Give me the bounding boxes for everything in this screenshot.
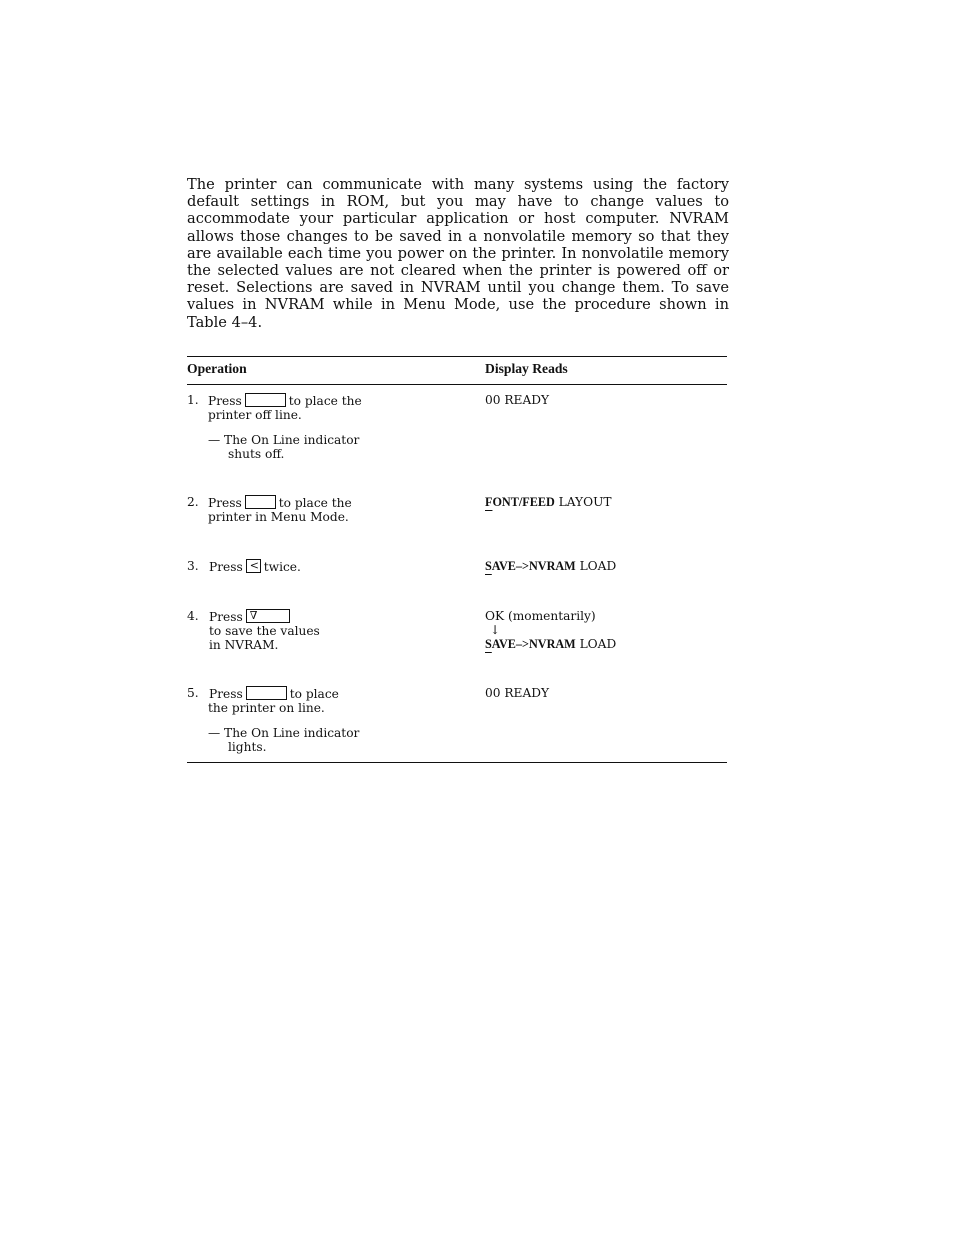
- online-key-icon: [245, 393, 286, 407]
- step-text: to place: [289, 687, 339, 701]
- step-note: — The On Line indicator lights.: [208, 726, 360, 754]
- online-key-icon: [246, 686, 287, 700]
- step-note: — The On Line indicator shuts off.: [208, 433, 360, 461]
- table-top-rule: [187, 356, 727, 357]
- display-reads: SAVE–>NVRAM LOAD: [485, 559, 617, 573]
- table-header-rule: [187, 384, 727, 385]
- display-reads: 00 READY: [485, 686, 550, 700]
- down-arrow-icon: ↓: [490, 623, 501, 637]
- left-key-icon: <: [246, 559, 261, 573]
- step-text: to place the: [278, 496, 352, 510]
- step-press: Press: [208, 496, 242, 510]
- step-press: Press: [209, 560, 243, 574]
- display-reads: FONT/FEED LAYOUT: [485, 495, 612, 509]
- step-text: printer in Menu Mode.: [208, 510, 349, 524]
- step-press: Press: [209, 687, 243, 701]
- step-text: in NVRAM.: [209, 638, 279, 652]
- step-number: 5.: [187, 686, 199, 700]
- step-number: 1.: [187, 393, 199, 407]
- step-number: 2.: [187, 495, 199, 509]
- table-bottom-rule: [187, 762, 727, 763]
- step-number: 4.: [187, 609, 199, 623]
- display-reads: OK (momentarily) ↓ SAVE–>NVRAM LOAD: [485, 609, 725, 651]
- intro-paragraph: The printer can communicate with many systems using the factory default settings in ROM, but you may have to change values to accommodate your particular application or host computer. NVRAM allows those changes to be saved in a nonvolatile memory so that they are available each time you power on the printer. In nonvolatile memory the selected values are not cleared when the printer is powered off or reset. Selections are saved in NVRAM until you change them. To save values in NVRAM while in Menu Mode, use the procedure shown in Table 4–4.: [187, 176, 729, 331]
- display-reads: 00 READY: [485, 393, 550, 407]
- step-text: printer off line.: [208, 408, 302, 422]
- step-text: to save the values: [209, 624, 320, 638]
- step-press: Press: [209, 610, 243, 624]
- enter-key-icon: ∇: [246, 609, 290, 623]
- menu-key-icon: [245, 495, 276, 509]
- step-number: 3.: [187, 559, 199, 573]
- step-press: Press: [208, 394, 242, 408]
- header-display-reads: Display Reads: [485, 361, 568, 376]
- step-text: the printer on line.: [208, 701, 325, 715]
- step-text: twice.: [263, 560, 301, 574]
- step-text: to place the: [288, 394, 362, 408]
- header-operation: Operation: [187, 361, 247, 376]
